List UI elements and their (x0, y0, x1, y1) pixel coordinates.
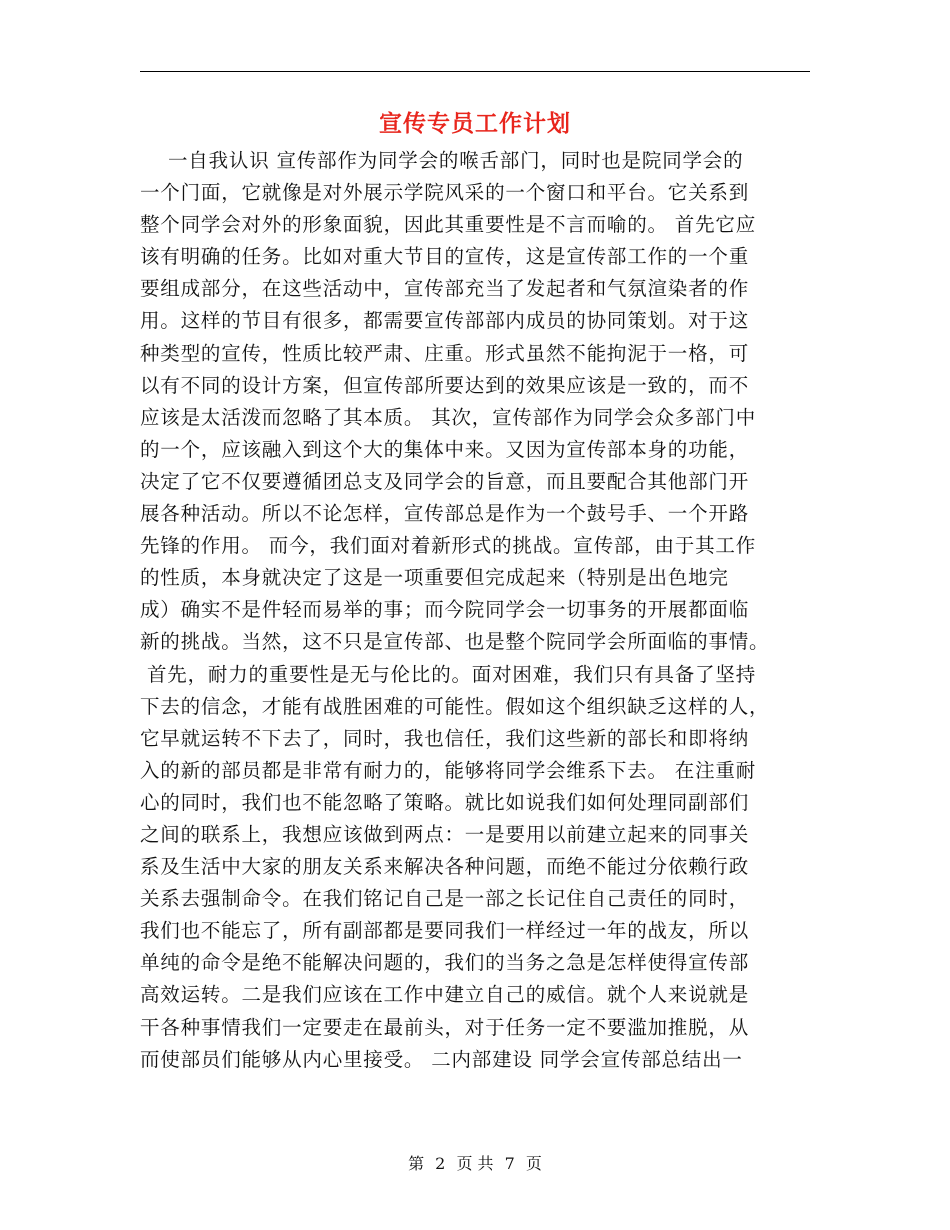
body-line: 心的同时，我们也不能忽略了策略。就比如说我们如何处理同副部们 (140, 790, 750, 814)
body-line: 关系去强制命令。在我们铭记自己是一部之长记住自己责任的同时， (140, 887, 750, 911)
body-line: 先锋的作用。 而今，我们面对着新形式的挑战。宣传部，由于其工作 (140, 534, 756, 558)
body-line: 高效运转。二是我们应该在工作中建立自己的威信。就个人来说就是 (140, 983, 750, 1007)
body-line: 以有不同的设计方案，但宣传部所要达到的效果应该是一致的，而不 (140, 373, 750, 397)
body-line: 该有明确的任务。比如对重大节目的宣传，这是宣传部工作的一个重 (140, 245, 750, 269)
footer-page-number: 2 (435, 1154, 446, 1173)
body-line: 整个同学会对外的形象面貌，因此其重要性是不言而喻的。 首先它应 (140, 213, 756, 237)
document-title: 宣传专员工作计划 (379, 110, 571, 137)
footer-suffix: 页 (525, 1154, 542, 1173)
body-line: 之间的联系上，我想应该做到两点：一是要用以前建立起来的同事关 (140, 822, 750, 846)
body-line: 新的挑战。当然，这不只是宣传部、也是整个院同学会所面临的事情。 (140, 630, 770, 654)
header-rule (140, 71, 810, 72)
body-line: 决定了它不仅要遵循团总支及同学会的旨意，而且要配合其他部门开 (140, 469, 750, 493)
body-line: 的一个，应该融入到这个大的集体中来。又因为宣传部本身的功能， (140, 437, 750, 461)
body-line: 入的新的部员都是非常有耐力的，能够将同学会维系下去。 在注重耐 (140, 758, 756, 782)
body-line: 的性质，本身就决定了这是一项重要但完成起来（特别是出色地完 (140, 566, 729, 590)
body-line: 一自我认识 宣传部作为同学会的喉舌部门，同时也是院同学会的 (140, 149, 744, 172)
footer-total-pages: 7 (504, 1154, 515, 1173)
body-line: 要组成部分，在这些活动中，宣传部充当了发起者和气氛渲染者的作 (140, 277, 750, 301)
footer-middle: 页 共 (456, 1154, 494, 1173)
document-body (140, 145, 810, 1076)
body-line: 而使部员们能够从内心里接受。 二内部建设 同学会宣传部总结出一 (140, 1047, 743, 1071)
body-line: 下去的信念，才能有战胜困难的可能性。假如这个组织缺乏这样的人， (140, 694, 770, 718)
body-line: 系及生活中大家的朋友关系来解决各种问题，而绝不能过分依赖行政 (140, 855, 750, 879)
body-line: 用。这样的节目有很多，都需要宣传部部内成员的协同策划。对于这 (140, 309, 750, 333)
body-line: 我们也不能忘了，所有副部都是要同我们一样经过一年的战友，所以 (140, 919, 750, 943)
body-line: 单纯的命令是绝不能解决问题的，我们的当务之急是怎样使得宣传部 (140, 951, 750, 975)
body-line: 成）确实不是件轻而易举的事；而今院同学会一切事务的开展都面临 (140, 598, 750, 622)
body-line: 一个门面，它就像是对外展示学院风采的一个窗口和平台。它关系到 (140, 181, 750, 205)
body-line: 它早就运转不下去了，同时，我也信任，我们这些新的部长和即将纳 (140, 726, 750, 750)
body-line: 首先，耐力的重要性是无与伦比的。面对困难，我们只有具备了坚持 (140, 662, 756, 686)
footer-prefix: 第 (408, 1154, 425, 1173)
body-line: 种类型的宣传，性质比较严肃、庄重。形式虽然不能拘泥于一格，可 (140, 341, 750, 365)
body-line: 干各种事情我们一定要走在最前头，对于任务一定不要滥加推脱，从 (140, 1015, 750, 1039)
body-line: 展各种活动。所以不论怎样，宣传部总是作为一个鼓号手、一个开路 (140, 502, 750, 526)
body-line: 应该是太活泼而忽略了其本质。 其次，宣传部作为同学会众多部门中 (140, 405, 756, 429)
page-footer (140, 1152, 810, 1176)
